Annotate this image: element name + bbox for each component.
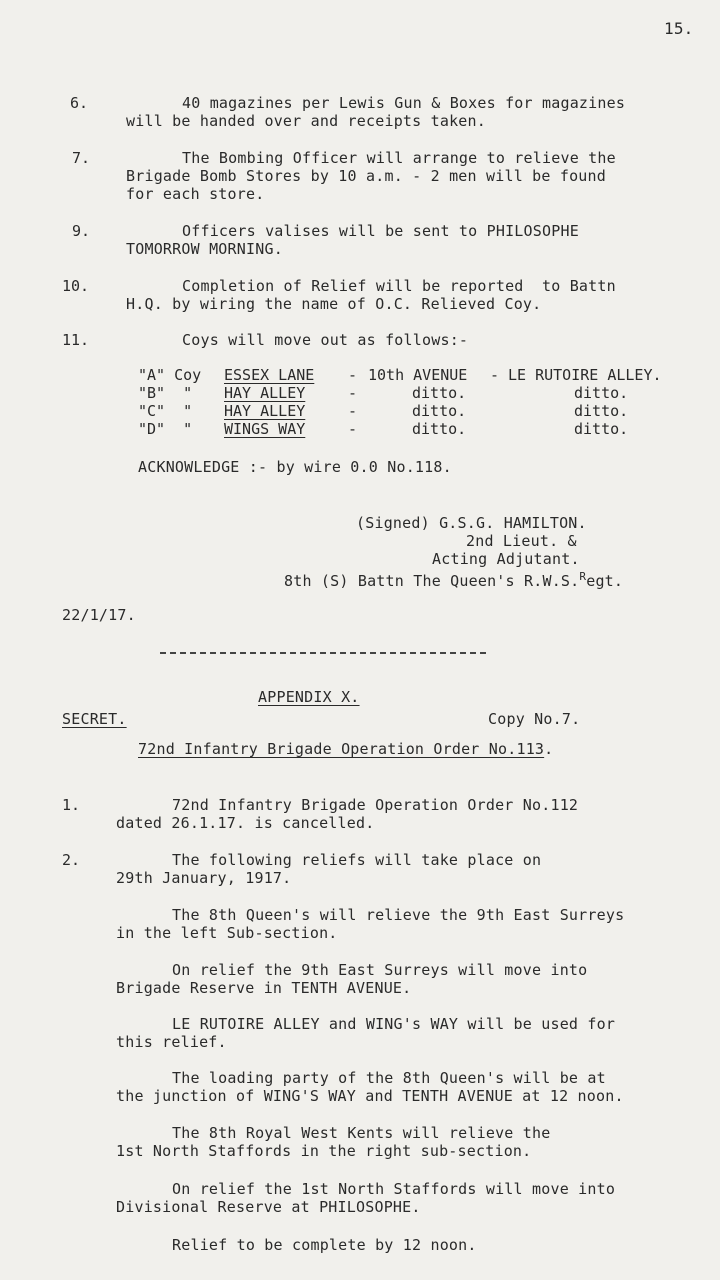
paragraph-line: Brigade Reserve in TENTH AVENUE. <box>116 979 412 997</box>
paragraph-line: On relief the 9th East Surreys will move into <box>172 961 588 979</box>
company-label: "C" " <box>138 402 193 420</box>
order-item-number-2: 2. <box>62 851 81 869</box>
secret-label: SECRET. <box>62 710 127 728</box>
company-sep: - <box>348 366 358 384</box>
company-label: "D" " <box>138 420 193 438</box>
signature-rank: 2nd Lieut. & <box>466 532 577 550</box>
signature-unit <box>284 568 623 590</box>
companies-routes-table <box>138 366 662 438</box>
company-sep: - <box>348 402 358 420</box>
signature-role: Acting Adjutant. <box>432 550 580 568</box>
company-row <box>138 366 662 384</box>
paragraph-line: The 8th Royal West Kents will relieve the <box>172 1124 551 1142</box>
company-sep: - <box>348 420 358 438</box>
company-dest: ditto. <box>574 384 629 402</box>
paragraph-line: On relief the 1st North Staffords will move into <box>172 1180 616 1198</box>
company-via: ditto. <box>412 420 467 438</box>
company-route: ESSEX LANE <box>224 366 315 384</box>
company-dest: ditto. <box>574 402 629 420</box>
paragraph-line: Divisional Reserve at PHILOSOPHE. <box>116 1198 421 1216</box>
signature-unit-superscript: R <box>579 570 587 583</box>
item-7-line-3: for each store. <box>126 185 265 203</box>
order-item-1-line-1: 72nd Infantry Brigade Operation Order No.112 <box>172 796 579 814</box>
item-6-line-1: 40 magazines per Lewis Gun & Boxes for magazines <box>182 94 626 112</box>
company-row <box>138 384 629 402</box>
item-9-line-2: TOMORROW MORNING. <box>126 240 283 258</box>
paragraph-line: LE RUTOIRE ALLEY and WING's WAY will be used for <box>172 1015 616 1033</box>
order-item-2-line-1: The following reliefs will take place on <box>172 851 542 869</box>
company-via: ditto. <box>412 402 467 420</box>
company-via: 10th AVENUE <box>368 366 468 384</box>
appendix-heading: APPENDIX X. <box>258 688 360 706</box>
item-number-6: 6. <box>70 94 89 112</box>
paragraph-line: in the left Sub-section. <box>116 924 338 942</box>
company-label: "A" Coy <box>138 366 202 384</box>
item-7-line-2: Brigade Bomb Stores by 10 a.m. - 2 men will be found <box>126 167 606 185</box>
item-10-line-2: H.Q. by wiring the name of O.C. Relieved Coy. <box>126 295 542 313</box>
item-number-11: 11. <box>62 331 90 349</box>
company-row <box>138 420 629 438</box>
item-number-10: 10. <box>62 277 90 295</box>
acknowledge-line: ACKNOWLEDGE :- by wire 0.0 No.118. <box>138 458 452 476</box>
order-item-1-line-2: dated 26.1.17. is cancelled. <box>116 814 375 832</box>
item-7-line-1: The Bombing Officer will arrange to relieve the <box>182 149 616 167</box>
company-dest: ditto. <box>574 420 629 438</box>
paragraph-line: this relief. <box>116 1033 227 1051</box>
signature-unit-text: 8th (S) Battn The Queen's R.W.S. <box>284 572 580 590</box>
section-divider <box>160 652 486 654</box>
item-number-9: 9. <box>72 222 91 240</box>
copy-number: Copy No.7. <box>488 710 581 728</box>
paragraph-line: The loading party of the 8th Queen's will be at <box>172 1069 606 1087</box>
item-11-line-1: Coys will move out as follows:- <box>182 331 469 349</box>
company-via: ditto. <box>412 384 467 402</box>
order-title <box>138 740 553 758</box>
final-line: Relief to be complete by 12 noon. <box>172 1236 477 1254</box>
order-title-text: 72nd Infantry Brigade Operation Order No.113 <box>138 740 545 758</box>
item-number-7: 7. <box>72 149 91 167</box>
order-item-number-1: 1. <box>62 796 81 814</box>
item-10-line-1: Completion of Relief will be reported to Battn <box>182 277 616 295</box>
document-date: 22/1/17. <box>62 606 136 624</box>
signature-name: (Signed) G.S.G. HAMILTON. <box>356 514 587 532</box>
company-sep: - <box>348 384 358 402</box>
item-6-line-2: will be handed over and receipts taken. <box>126 112 486 130</box>
company-sep2: - <box>490 366 500 384</box>
company-row <box>138 402 629 420</box>
order-item-2-line-2: 29th January, 1917. <box>116 869 292 887</box>
paragraph-line: The 8th Queen's will relieve the 9th East Surreys <box>172 906 625 924</box>
item-9-line-1: Officers valises will be sent to PHILOSOPHE <box>182 222 579 240</box>
company-route: WINGS WAY <box>224 420 306 438</box>
paragraph-line: 1st North Staffords in the right sub-section. <box>116 1142 532 1160</box>
company-dest: LE RUTOIRE ALLEY. <box>508 366 662 384</box>
company-route: HAY ALLEY <box>224 384 306 402</box>
signature-unit-end: egt. <box>586 572 624 590</box>
company-label: "B" " <box>138 384 193 402</box>
order-title-end: . <box>544 740 554 758</box>
company-route: HAY ALLEY <box>224 402 306 420</box>
paragraph-line: the junction of WING'S WAY and TENTH AVENUE at 12 noon. <box>116 1087 624 1105</box>
page-number: 15. <box>664 19 694 38</box>
